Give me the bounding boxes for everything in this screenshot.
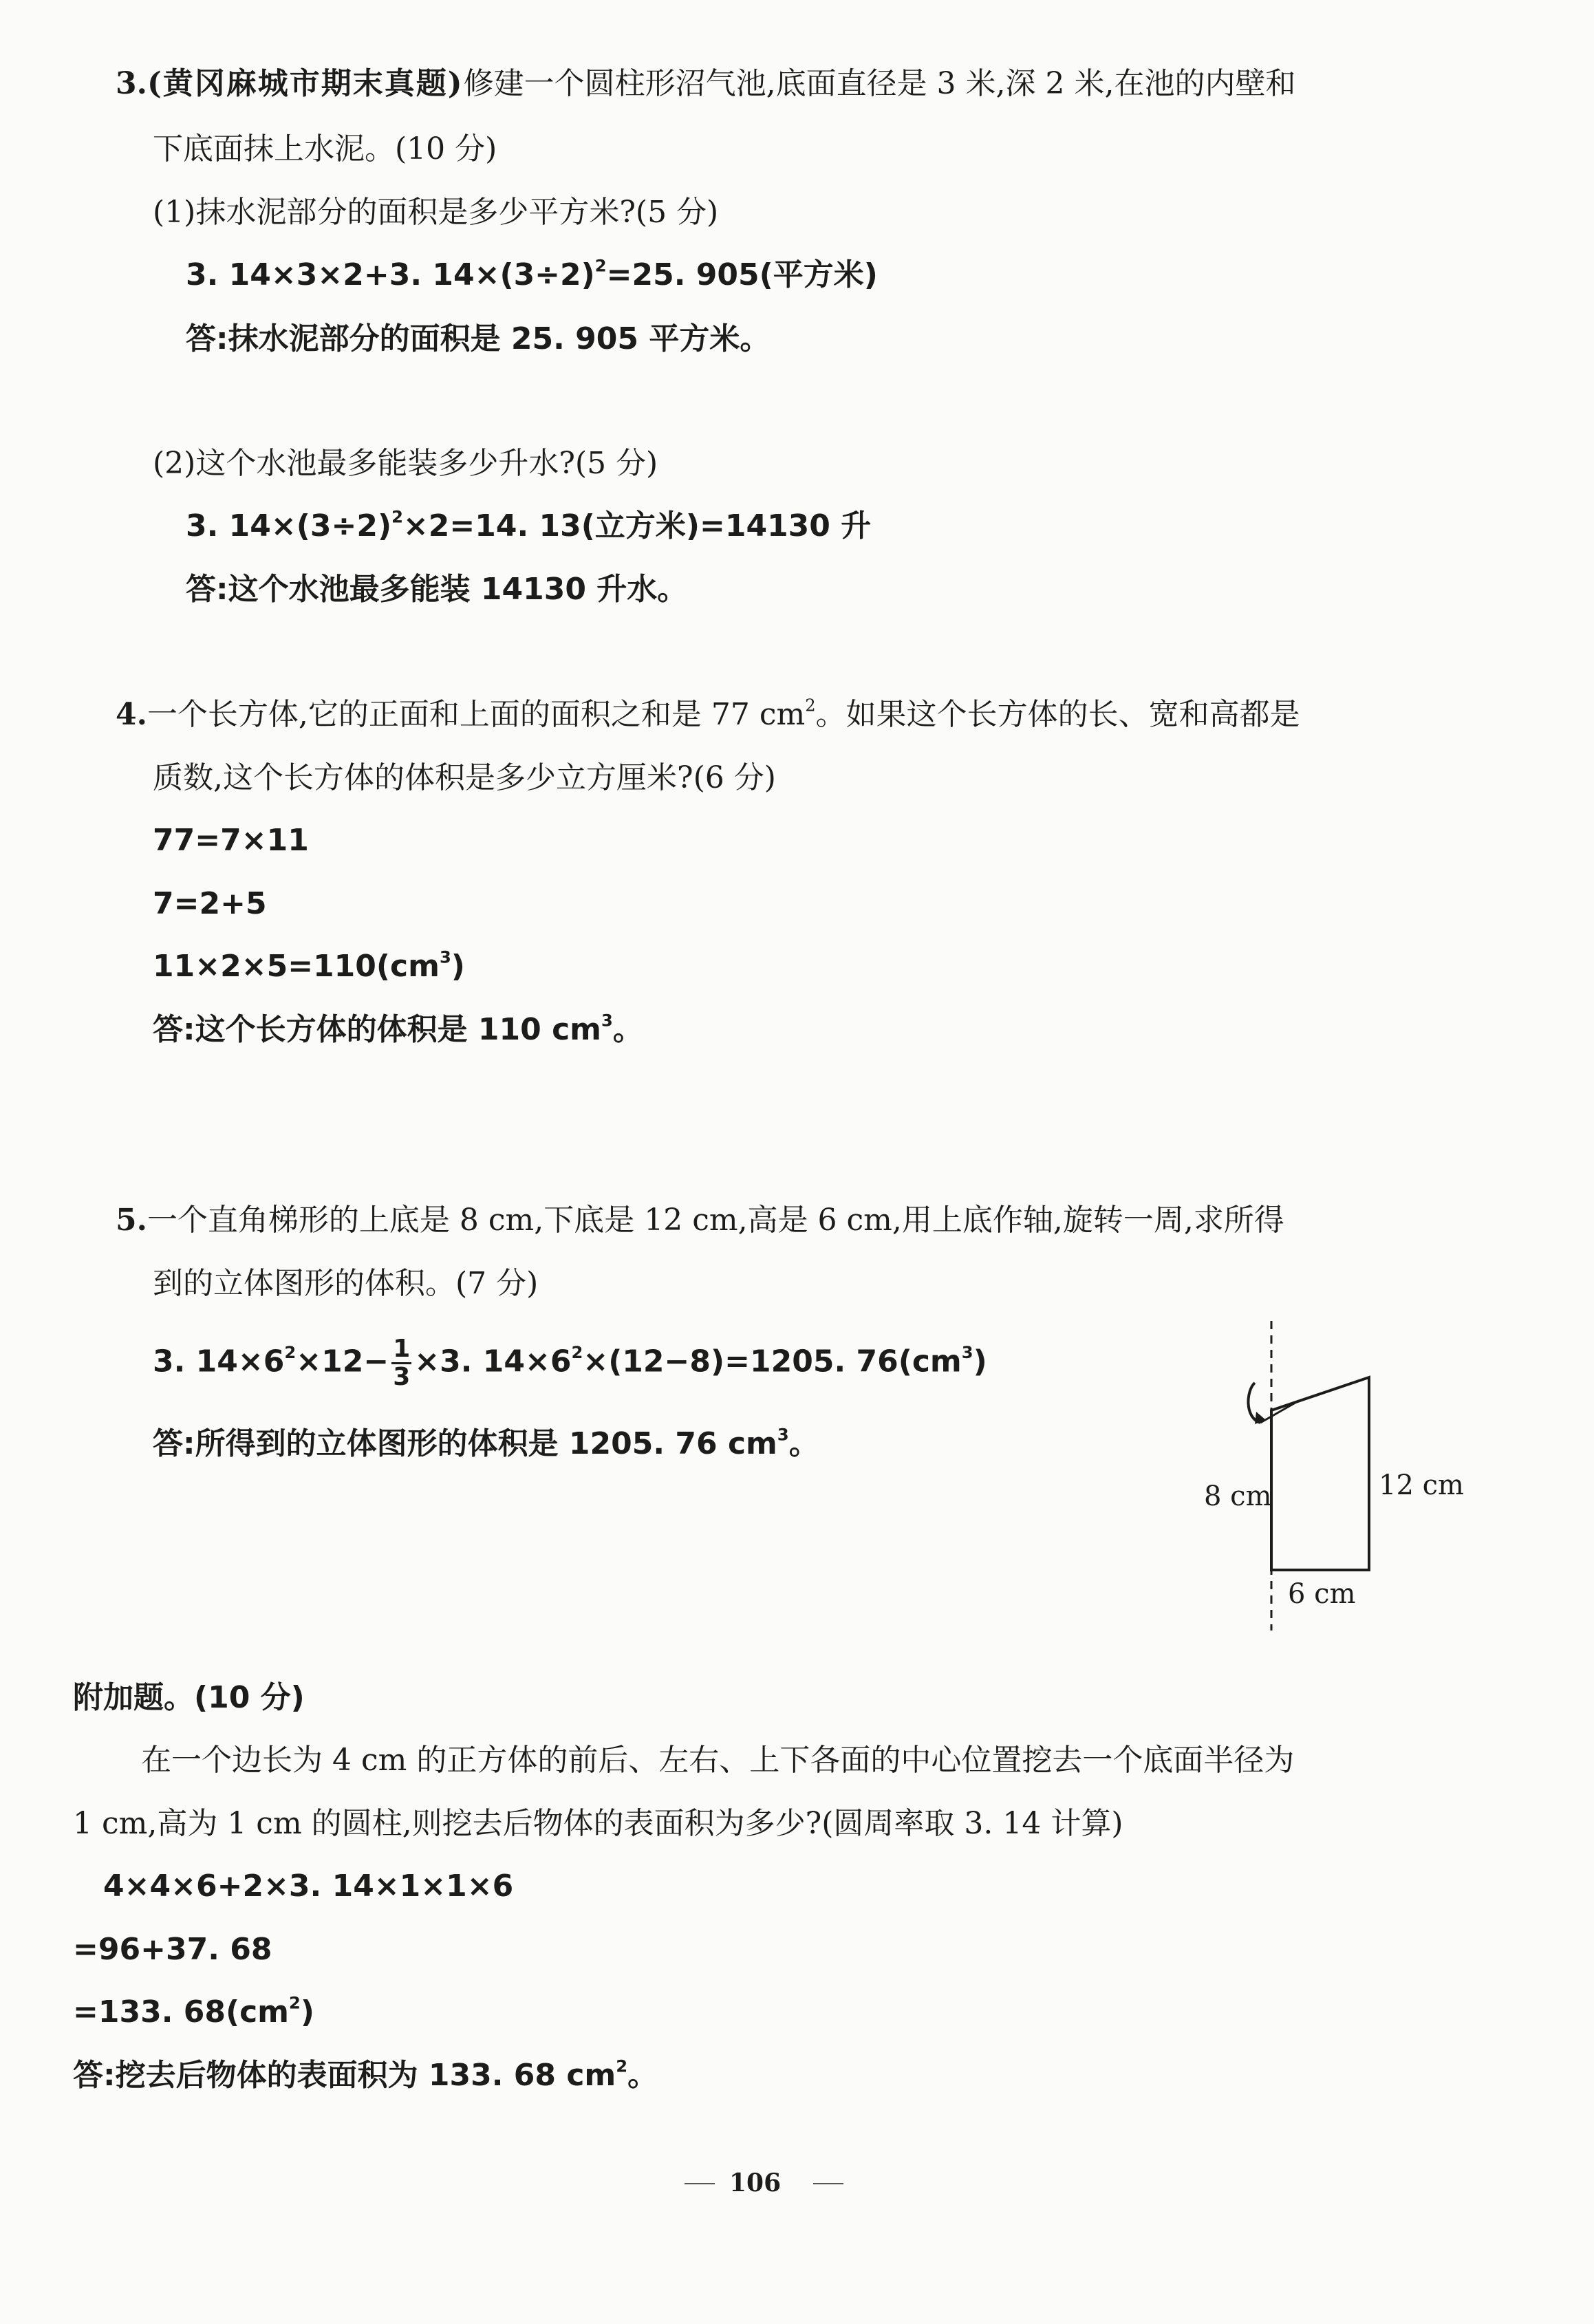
- q4-answer-a: 答:这个长方体的体积是 110 cm: [153, 1012, 602, 1047]
- q5-answer: [153, 1425, 819, 1461]
- q4-step-3b: ): [451, 949, 465, 984]
- q5-calc-p5: ): [973, 1344, 987, 1379]
- q4-line-1: [116, 698, 1300, 731]
- q5-line-1: [116, 1204, 1284, 1237]
- q5-answer-b: 。: [788, 1426, 819, 1461]
- q5-line-2: 到的立体图形的体积。(7 分): [153, 1266, 539, 1301]
- bonus-line-2: 1 cm,高为 1 cm 的圆柱,则挖去后物体的表面积为多少?(圆周率取 3. 14 计算): [73, 1806, 1123, 1841]
- q4-step-2: 7=2+5: [153, 886, 267, 921]
- q4-text-1b: 。如果这个长方体的长、宽和高都是: [815, 697, 1300, 732]
- bonus-step-3b: ): [300, 1994, 314, 2030]
- q4-line-2: 质数,这个长方体的体积是多少立方厘米?(6 分): [153, 760, 776, 795]
- bonus-answer-b: 。: [627, 2058, 658, 2093]
- rotation-arrow-tail: [1260, 1401, 1299, 1423]
- page-number-dash-right: [813, 2183, 843, 2184]
- bonus-step-2: =96+37. 68: [73, 1932, 272, 1967]
- q5-calc-p2: ×12−: [296, 1344, 389, 1379]
- q5-fraction-denominator: 3: [393, 1362, 411, 1391]
- q3-number: 3.: [116, 66, 147, 101]
- bonus-answer-exp: 2: [616, 2056, 628, 2076]
- q5-fraction-numerator: 1: [393, 1335, 411, 1363]
- q3-line-1: [116, 67, 1295, 100]
- label-8cm: 8 cm: [1204, 1481, 1272, 1512]
- bonus-step-3-exp: 2: [289, 1993, 301, 2013]
- bonus-step-3a: =133. 68(cm: [73, 1994, 290, 2030]
- trapezoid-shape: [1271, 1377, 1369, 1570]
- q5-answer-exp: 3: [777, 1425, 789, 1445]
- bonus-step-3: [73, 1993, 314, 2030]
- bonus-title: 附加题。(10 分): [73, 1680, 305, 1715]
- q3-sub1-calc-b: =25. 905(平方米): [606, 257, 878, 292]
- q3-source: (黄冈麻城市期末真题): [147, 66, 464, 101]
- q5-calc-exp2: 2: [571, 1342, 583, 1362]
- q5-calc: [153, 1336, 987, 1390]
- q3-sub2-answer: 答:这个水池最多能装 14130 升水。: [186, 572, 688, 607]
- q3-sub1-calc-a: 3. 14×3×2+3. 14×(3÷2): [186, 257, 595, 292]
- q3-sub1-calc-exp: 2: [594, 256, 607, 276]
- q4-text-1a: 一个长方体,它的正面和上面的面积之和是 77 cm: [147, 697, 806, 732]
- q3-sub2-question: (2)这个水池最多能装多少升水?(5 分): [153, 446, 658, 481]
- q5-calc-p4: ×(12−8)=1205. 76(cm: [583, 1344, 962, 1379]
- label-6cm: 6 cm: [1288, 1578, 1356, 1610]
- q4-answer-exp: 3: [601, 1011, 613, 1031]
- bonus-answer-a: 答:挖去后物体的表面积为 133. 68 cm: [73, 2058, 616, 2093]
- q3-sub1-calc: [186, 256, 878, 292]
- q5-calc-p3: ×3. 14×6: [414, 1344, 572, 1379]
- bonus-line-1: 在一个边长为 4 cm 的正方体的前后、左右、上下各面的中心位置挖去一个底面半径为: [141, 1743, 1295, 1778]
- q3-line-2: 下底面抹上水泥。(10 分): [153, 131, 497, 166]
- q5-answer-a: 答:所得到的立体图形的体积是 1205. 76 cm: [153, 1426, 777, 1461]
- q4-step-3a: 11×2×5=110(cm: [153, 949, 440, 984]
- q3-sub2-calc-b: ×2=14. 13(立方米)=14130 升: [402, 508, 872, 544]
- page-number-dash-left: [685, 2183, 715, 2184]
- trapezoid-figure: [1183, 1314, 1472, 1637]
- label-12cm: 12 cm: [1379, 1470, 1464, 1501]
- q4-step-3: [153, 947, 465, 984]
- q3-sub2-calc-a: 3. 14×(3÷2): [186, 508, 392, 544]
- q4-answer: [153, 1013, 643, 1046]
- q3-sub2-calc: [186, 507, 872, 544]
- q4-number: 4.: [116, 697, 147, 732]
- q3-sub1-answer: 答:抹水泥部分的面积是 25. 905 平方米。: [186, 321, 771, 356]
- q5-calc-p1: 3. 14×6: [153, 1344, 285, 1379]
- q4-answer-b: 。: [612, 1012, 643, 1047]
- q3-text-1: 修建一个圆柱形沼气池,底面直径是 3 米,深 2 米,在池的内壁和: [463, 66, 1296, 101]
- q3-sub2-calc-exp: 2: [391, 507, 403, 527]
- page-number: 106: [729, 2169, 782, 2197]
- q4-text-1-exp: 2: [805, 696, 816, 716]
- q4-step-1: 77=7×11: [153, 823, 309, 858]
- bonus-answer: [73, 2056, 658, 2093]
- q3-sub1-question: (1)抹水泥部分的面积是多少平方米?(5 分): [153, 195, 719, 230]
- q4-step-3-exp: 3: [439, 947, 451, 967]
- q5-number: 5.: [116, 1203, 147, 1238]
- bonus-step-1: 4×4×6+2×3. 14×1×1×6: [103, 1869, 514, 1904]
- q5-calc-exp1: 2: [284, 1342, 297, 1362]
- q5-calc-exp3: 3: [961, 1342, 973, 1362]
- q5-text-1: 一个直角梯形的上底是 8 cm,下底是 12 cm,高是 6 cm,用上底作轴,旋转一周,求所得: [147, 1203, 1284, 1238]
- q5-fraction: [391, 1336, 411, 1390]
